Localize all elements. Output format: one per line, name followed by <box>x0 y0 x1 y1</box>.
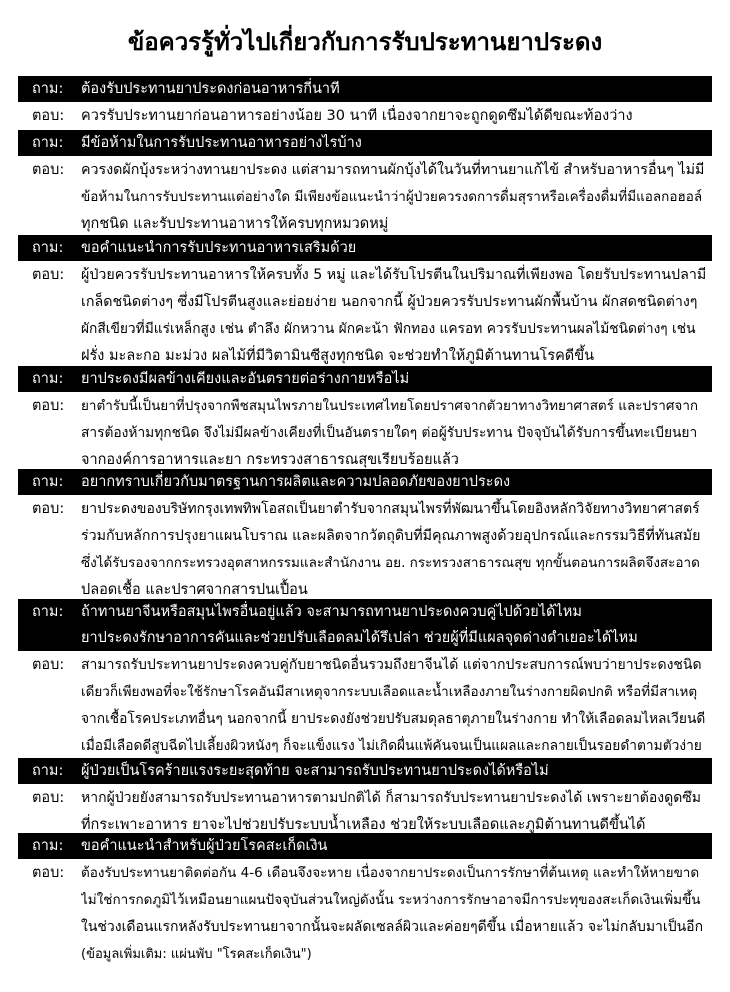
answer-line: ต้องรับประทานยาติดต่อกัน 4-6 เดือนจึงจะหาย เนื่องจากยาประดงเป็นการรักษาที่ต้นเหตุ และทำให้หายขาด <box>81 865 700 881</box>
question-bar <box>18 76 712 102</box>
answer-label: ตอบ: <box>32 267 65 283</box>
question-label: ถาม: <box>32 604 64 620</box>
answer-block <box>18 652 712 760</box>
question-bar <box>18 469 712 495</box>
answer-line: ที่กระเพาะอาหาร ยาจะไปช่วยปรับระบบน้ำเหลือง ช่วยให้ระบบเลือดและภูมิต้านทานดีขึ้นได้ <box>81 817 646 833</box>
answer-line: ข้อห้ามในการรับประทานแต่อย่างใด มีเพียงข้อแนะนำว่าผู้ป่วยควรงดการดื่มสุราหรือเครื่องดื่มที่มีแอลกอฮอล์ <box>81 189 703 205</box>
question-label: ถาม: <box>32 240 64 256</box>
question-bar <box>18 235 712 261</box>
question-text: อยากทราบเกี่ยวกับมาตรฐานการผลิตและความปลอดภัยของยาประดง <box>81 474 511 490</box>
question-label: ถาม: <box>32 474 64 490</box>
answer-label: ตอบ: <box>32 162 65 178</box>
answer-block <box>18 496 712 604</box>
answer-line: ฝรั่ง มะละกอ มะม่วง ผลไม้ที่มีวิตามินซีสูงทุกชนิด จะช่วยทำให้ภูมิต้านทานโรคดีขึ้น <box>81 348 595 364</box>
answer-line: สามารถรับประทานยาประดงควบคู่กับยาชนิดอื่นรวมถึงยาจีนได้ แต่จากประสบการณ์พบว่ายาประดงชนิด <box>81 657 702 673</box>
answer-line: ควรงดผักบุ้งระหว่างทานยาประดง แต่สามารถทานผักบุ้งได้ในวันที่ทานยาแก้ไข้ สำหรับอาหารอื่นๆ ไม่มี <box>81 162 705 178</box>
question-label: ถาม: <box>32 371 64 387</box>
answer-label: ตอบ: <box>32 398 65 414</box>
page-title: ข้อควรรู้ทั่วไปเกี่ยวกับการรับประทานยาประดง <box>127 28 603 56</box>
answer-line: จากเชื้อโรคประเภทอื่นๆ นอกจากนี้ ยาประดงยังช่วยปรับสมดุลธาตุภายในร่างกาย ทำให้เลือดลมไหลเวียนดี <box>81 711 706 727</box>
answer-block <box>18 262 712 370</box>
question-text: ยาประดงรักษาอาการคันและช่วยปรับเลือดลมได้รึเปล่า ช่วยผู้ที่มีแผลจุดด่างดำเยอะได้ไหม <box>81 630 638 646</box>
question-text: ถ้าทานยาจีนหรือสมุนไพรอื่นอยู่แล้ว จะสามารถทานยาประดงควบคู่ไปด้วยได้ไหม <box>81 604 582 620</box>
answer-block <box>18 157 712 238</box>
question-text: ต้องรับประทานยาประดงก่อนอาหารกี่นาที <box>81 81 340 97</box>
question-text: มีข้อห้ามในการรับประทานอาหารอย่างไรบ้าง <box>81 135 362 151</box>
question-bar <box>18 130 712 156</box>
question-text: ขอคำแนะนำสำหรับผู้ป่วยโรคสะเก็ดเงิน <box>81 838 328 854</box>
answer-line: ผู้ป่วยควรรับประทานอาหารให้ครบทั้ง 5 หมู่ และได้รับโปรตีนในปริมาณที่เพียงพอ โดยรับประทานปลามี <box>81 267 707 283</box>
answer-block <box>18 860 712 970</box>
question-label: ถาม: <box>32 763 64 779</box>
answer-line: ไม่ใช่การกดภูมิไว้เหมือนยาแผนปัจจุบันส่วนใหญ่ดังนั้น ระหว่างการรักษาอาจมีการปะทุของสะเก็ดเงินเพิ่มขึ้น <box>81 892 701 908</box>
answer-line: เกล็ดชนิดต่างๆ ซึ่งมีโปรตีนสูงและย่อยง่าย นอกจากนี้ ผู้ป่วยควรรับประทานผักพื้นบ้าน ผักสดชนิดต่างๆ <box>81 294 698 310</box>
source-note: (ข้อมูลเพิ่มเติม: แผ่นพับ "โรคสะเก็ดเงิน") <box>81 947 312 962</box>
question-label: ถาม: <box>32 838 64 854</box>
question-bar <box>18 833 712 859</box>
answer-line: ในช่วงเดือนแรกหลังรับประทานยาจากนั้นจะผลัดเซลล์ผิวและค่อยๆดีขึ้น เมื่อหายแล้ว จะไม่กลับมาเป็นอีก <box>81 919 704 935</box>
answer-line: ผักสีเขียวที่มีแร่เหล็กสูง เช่น ตำลึง ผักหวาน ผักคะน้า ฟักทอง แครอท ควรรับประทานผลไม้ชนิดต่างๆ เช่น <box>81 321 696 337</box>
question-label: ถาม: <box>32 81 64 97</box>
answer-label: ตอบ: <box>32 108 65 124</box>
answer-line: ยาตำรับนี้เป็นยาที่ปรุงจากพืชสมุนไพรภายในประเทศไทยโดยปราศจากตัวยาทางวิทยาศาสตร์ และปราศจาก <box>81 398 699 414</box>
answer-line: ควรรับประทานยาก่อนอาหารอย่างน้อย 30 นาที เนื่องจากยาจะถูกดูดซึมได้ดีขณะท้องว่าง <box>81 108 633 124</box>
answer-line: จากองค์การอาหารและยา กระทรวงสาธารณสุขเรียบร้อยแล้ว <box>81 452 459 468</box>
answer-line: ร่วมกับหลักการปรุงยาแผนโบราณ และผลิตจากวัตถุดิบที่มีคุณภาพสูงด้วยอุปกรณ์และกรรมวิธีที่ทันสมัย <box>81 528 701 544</box>
answer-block <box>18 103 712 130</box>
question-text: ขอคำแนะนำการรับประทานอาหารเสริมด้วย <box>81 240 357 256</box>
answer-label: ตอบ: <box>32 865 65 881</box>
answer-block <box>18 785 712 839</box>
answer-line: เมื่อมีเลือดดีสูบฉีดไปเลี้ยงผิวหนังๆ ก็จะแข็งแรง ไม่เกิดผื่นแพ้คันจนเป็นแผลและกลายเป็นรอยดำตามตัวง่าย <box>81 738 702 754</box>
question-bar <box>18 758 712 784</box>
answer-block <box>18 393 712 474</box>
answer-label: ตอบ: <box>32 790 65 806</box>
question-bar <box>18 366 712 392</box>
answer-line: หากผู้ป่วยยังสามารถรับประทานอาหารตามปกติได้ ก็สามารถรับประทานยาประดงได้ เพราะยาต้องดูดซึม <box>81 790 702 806</box>
question-bar <box>18 599 712 651</box>
question-text: ผู้ป่วยเป็นโรคร้ายแรงระยะสุดท้าย จะสามารถรับประทานยาประดงได้หรือไม่ <box>81 763 549 779</box>
answer-line: ยาประดงของบริษัทกรุงเทพทิพโอสถเป็นยาตำรับจากสมุนไพรที่พัฒนาขึ้นโดยอิงหลักวิจัยทางวิทยาศาสตร์ <box>81 501 700 517</box>
answer-label: ตอบ: <box>32 657 65 673</box>
answer-line: ซึ่งได้รับรองจากกระทรวงอุตสาหกรรมและสำนักงาน อย. กระทรวงสาธารณสุข ทุกขั้นตอนการผลิตจึงสะอาด <box>81 555 700 571</box>
answer-line: เดียวก็เพียงพอที่จะใช้รักษาโรคอันมีสาเหตุจากระบบเลือดและน้ำเหลืองภายในร่างกายผิดปกติ หรือที่มีสาเหตุ <box>81 684 698 700</box>
answer-line: ทุกชนิด และรับประทานอาหารให้ครบทุกหมวดหมู่ <box>81 216 389 232</box>
answer-line: สารต้องห้ามทุกชนิด จึงไม่มีผลข้างเคียงที่เป็นอันตรายใดๆ ต่อผู้รับประทาน ปัจจุบันได้รับการขึ้นทะเบียนยา <box>81 425 698 441</box>
answer-label: ตอบ: <box>32 501 65 517</box>
answer-line: ปลอดเชื้อ และปราศจากสารปนเปื้อน <box>81 582 308 598</box>
question-text: ยาประดงมีผลข้างเคียงและอันตรายต่อร่างกายหรือไม่ <box>81 371 410 387</box>
question-label: ถาม: <box>32 135 64 151</box>
